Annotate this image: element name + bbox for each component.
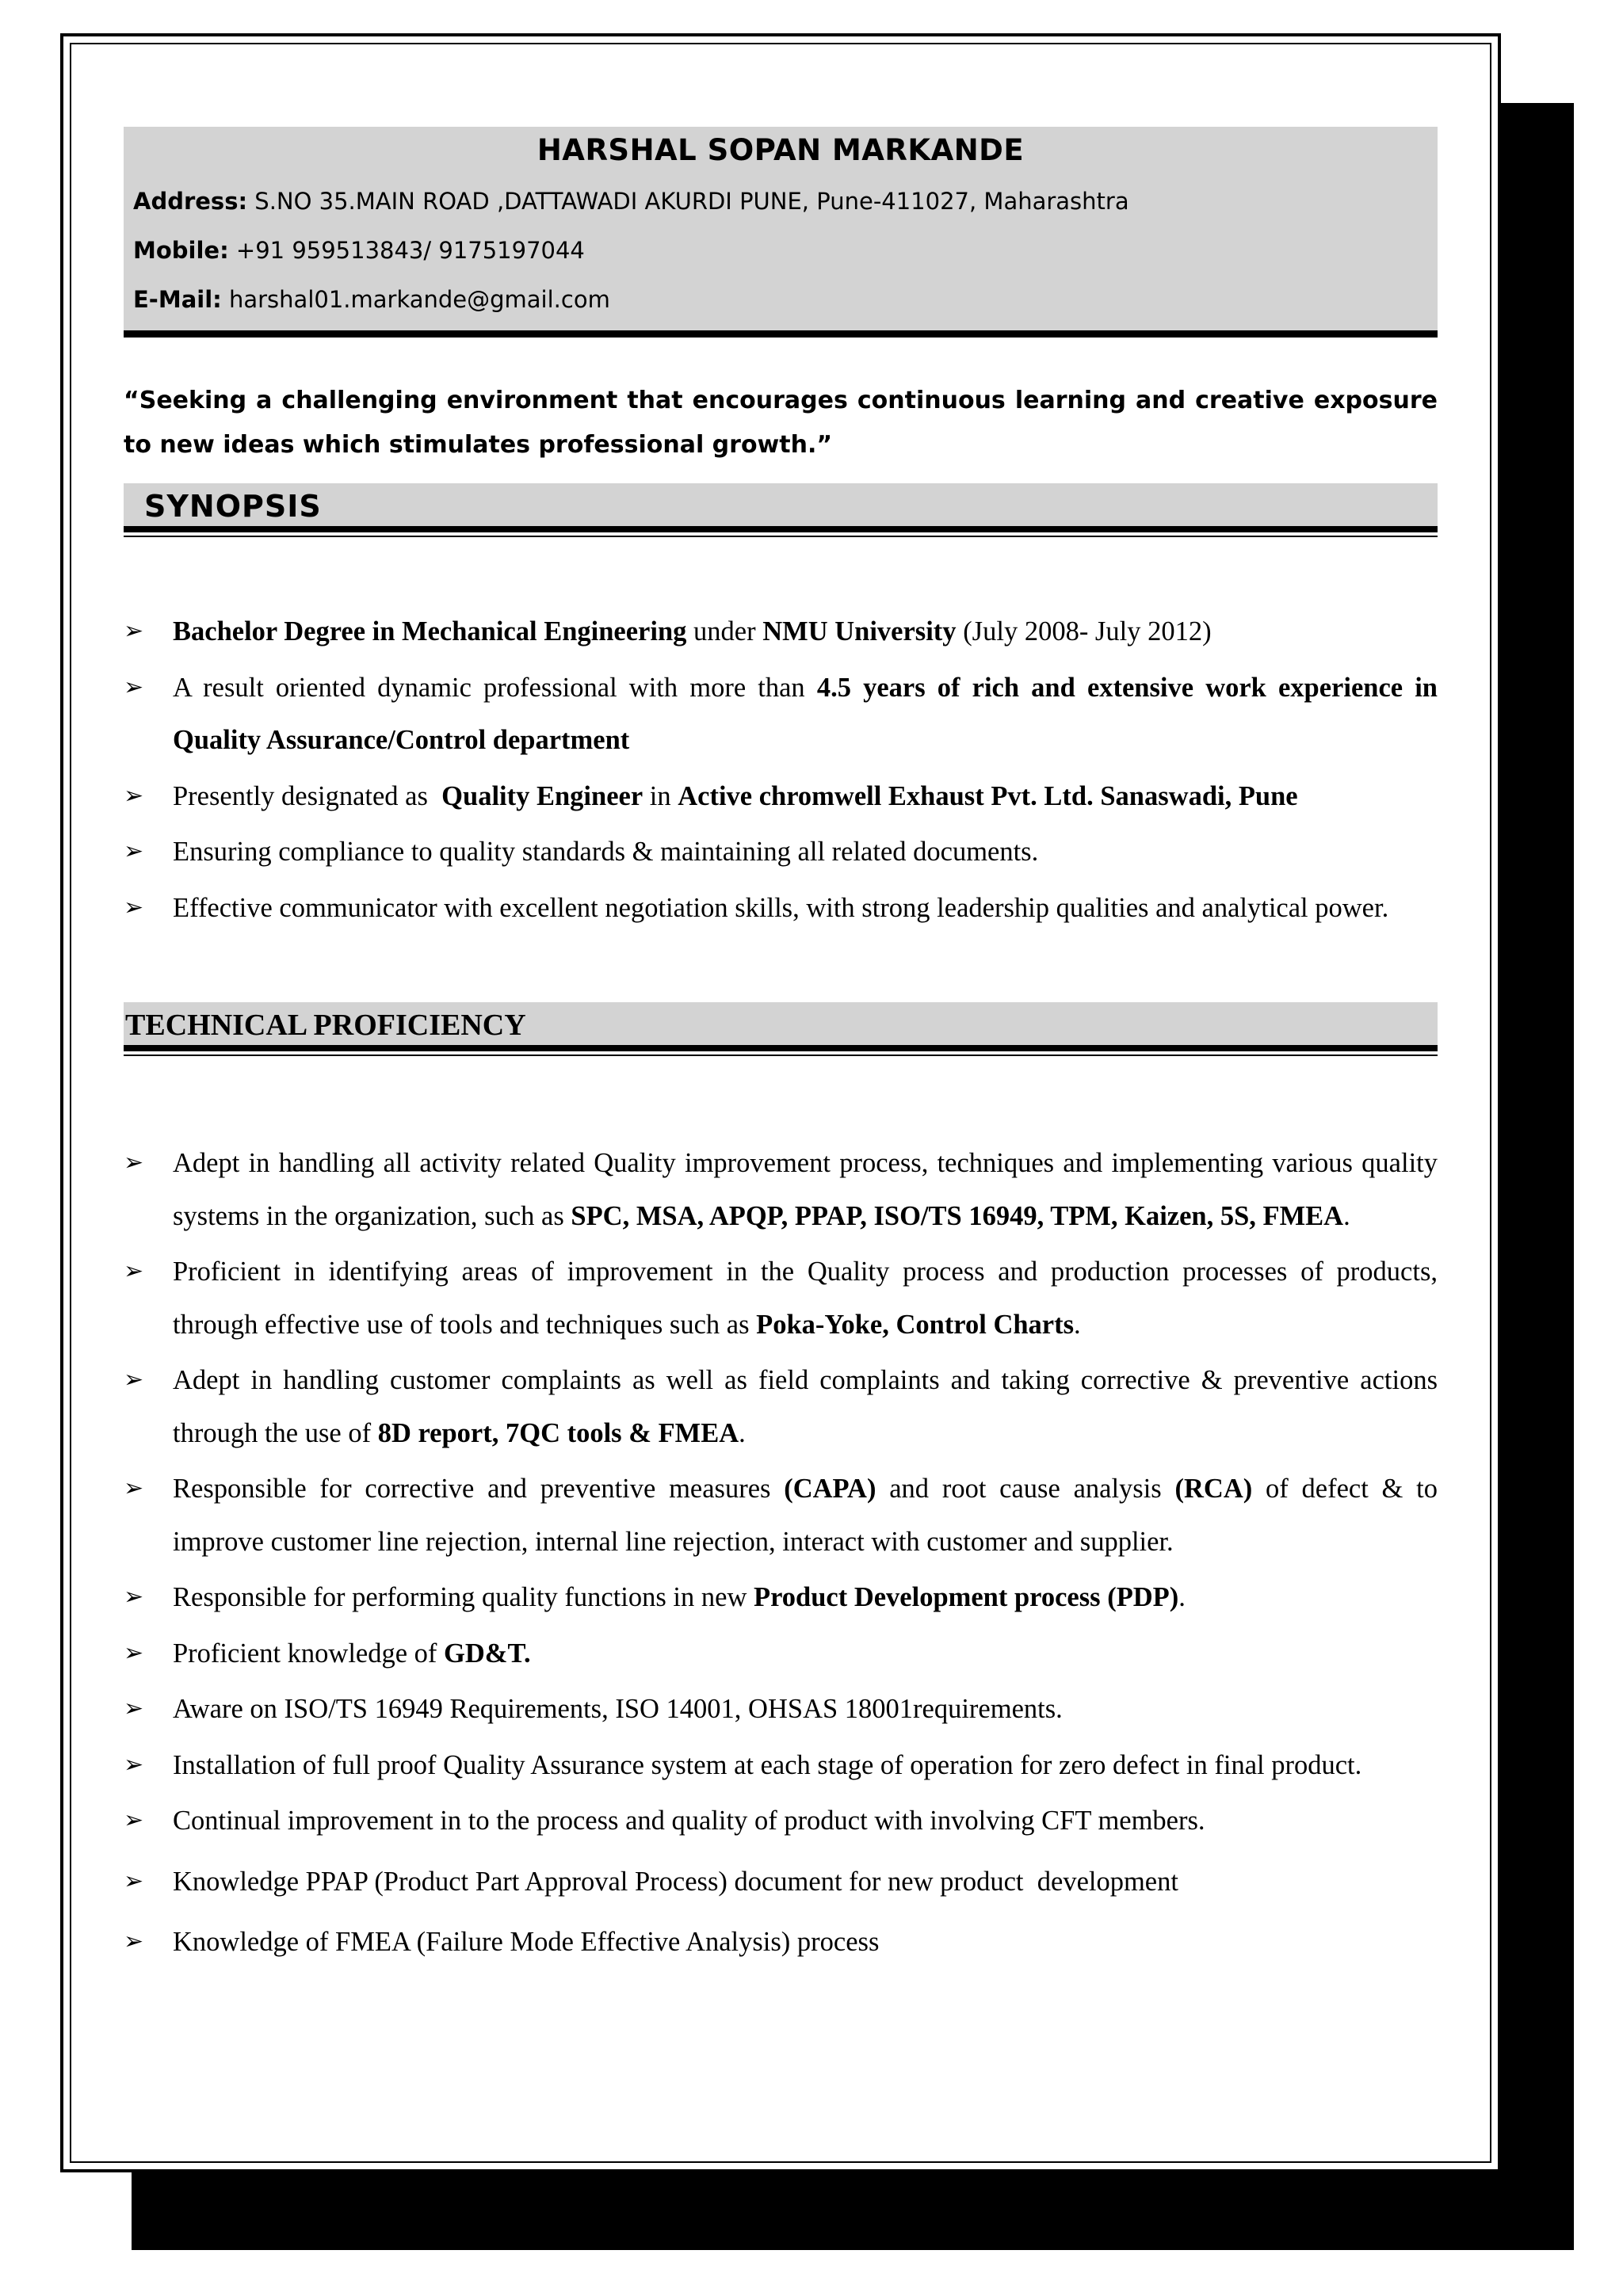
text: of defect & to improve customer line rejection, internal line rejection, interact with customer and supplier. [173,1474,1438,1557]
list-item [124,1463,1438,1568]
email-line [133,275,1428,324]
bold-text: Active chromwell Exhaust Pvt. Ltd. Sanaswadi, Pune [678,780,1298,811]
bold-text: NMU University [762,616,957,646]
list-item [124,605,1438,658]
bold-text: 4.5 years of rich and extensive work experience in Quality Assurance/Control department [173,672,1438,755]
technical-proficiency-heading: TECHNICAL PROFICIENCY [124,1002,1438,1051]
text: under [686,616,763,646]
text: Adept in handling all activity related Quality improvement process, techniques and implementing various quality systems in the organization, such as [173,1148,1438,1231]
bold-text: SPC, MSA, APQP, PPAP, ISO/TS 16949, TPM, Kaizen, 5S, FMEA [571,1200,1344,1231]
arrow-bullet-icon: ➢ [124,1867,144,1895]
text: Installation of full proof Quality Assurance system at each stage of operation for zero defect in final product. [173,1749,1362,1780]
mobile-label: Mobile: [133,237,229,264]
text: Proficient in identifying areas of improvement in the Quality process and production processes of products, through effective use of tools and techniques such as [173,1257,1438,1340]
text: Aware on ISO/TS 16949 Requirements, ISO 14001, OHSAS 18001requirements. [173,1694,1063,1724]
address-label: Address: [133,188,248,215]
email-label: E-Mail: [133,286,222,313]
list-item [124,662,1438,767]
arrow-bullet-icon: ➢ [124,1474,144,1502]
list-item [124,1354,1438,1459]
bold-text: GD&T. [444,1638,531,1669]
arrow-bullet-icon: ➢ [124,1750,144,1779]
arrow-bullet-icon: ➢ [124,1806,144,1834]
bold-text: (RCA) [1174,1474,1253,1504]
bold-text: Quality Engineer [441,780,643,811]
list-item [124,882,1438,935]
text: . [1343,1200,1350,1231]
mobile-value: +91 959513843/ 9175197044 [228,237,585,264]
list-item [124,1571,1438,1624]
arrow-bullet-icon: ➢ [124,1366,144,1394]
list-item [124,1855,1438,1909]
text: Knowledge of FMEA (Failure Mode Effective Analysis) process [173,1927,880,1957]
resume-content [124,127,1438,1972]
bold-text: Poka-Yoke, Control Charts [756,1309,1075,1340]
list-item [124,1794,1438,1848]
text: Continual improvement in to the process and quality of product with involving CFT members. [173,1806,1205,1836]
text: Ensuring compliance to quality standards & maintaining all related documents. [173,837,1039,867]
address-value: S.NO 35.MAIN ROAD ,DATTAWADI AKURDI PUNE, Pune-411027, Maharashtra [247,188,1129,215]
arrow-bullet-icon: ➢ [124,1149,144,1177]
text: . [1178,1582,1186,1612]
arrow-bullet-icon: ➢ [124,1695,144,1722]
arrow-bullet-icon: ➢ [124,1583,144,1611]
text: . [739,1417,746,1448]
text: Responsible for corrective and preventive measures [173,1474,785,1504]
email-value: harshal01.markande@gmail.com [221,286,610,313]
bold-text: Bachelor Degree in Mechanical Engineering [173,616,687,646]
technical-list [124,1137,1438,1969]
contact-header [124,127,1438,338]
text: and root cause analysis [876,1474,1175,1504]
text: A result oriented dynamic professional with more than [173,672,817,703]
text: Adept in handling customer complaints as well as field complaints and taking corrective & preventive actions through the use of [173,1365,1438,1448]
list-item [124,1137,1438,1242]
bold-text: 8D report, 7QC tools & FMEA [377,1417,739,1448]
synopsis-heading: SYNOPSIS [124,483,1438,532]
career-objective: “Seeking a challenging environment that encourages continuous learning and creative exposure to new ideas which stimulates professional growth.” [124,387,1438,459]
list-item [124,1245,1438,1351]
list-item [124,1627,1438,1680]
address-line [133,177,1428,226]
mobile-line [133,226,1428,275]
arrow-bullet-icon: ➢ [124,1257,144,1285]
arrow-bullet-icon: ➢ [124,617,144,645]
text: Presently designated as [173,780,442,811]
candidate-name: HARSHAL SOPAN MARKANDE [537,133,1025,167]
text: Proficient knowledge of [173,1638,445,1669]
text: Responsible for performing quality functions in new [173,1582,754,1612]
list-item [124,1739,1438,1792]
arrow-bullet-icon: ➢ [124,781,144,810]
arrow-bullet-icon: ➢ [124,893,144,921]
text: . [1074,1309,1081,1340]
arrow-bullet-icon: ➢ [124,1928,144,1955]
list-item [124,826,1438,879]
text: Effective communicator with excellent negotiation skills, with strong leadership qualities and analytical power. [173,892,1389,923]
bold-text: (CAPA) [784,1474,876,1504]
list-item [124,770,1438,823]
bold-text: Product Development process (PDP) [754,1582,1179,1612]
arrow-bullet-icon: ➢ [124,1638,144,1667]
list-item [124,1916,1438,1969]
list-item [124,1683,1438,1736]
text: Knowledge PPAP (Product Part Approval Process) document for new product development [173,1866,1178,1897]
text: in [643,780,678,811]
text: (July 2008- July 2012) [956,616,1212,646]
arrow-bullet-icon: ➢ [124,673,144,701]
arrow-bullet-icon: ➢ [124,837,144,865]
synopsis-list [124,605,1438,934]
